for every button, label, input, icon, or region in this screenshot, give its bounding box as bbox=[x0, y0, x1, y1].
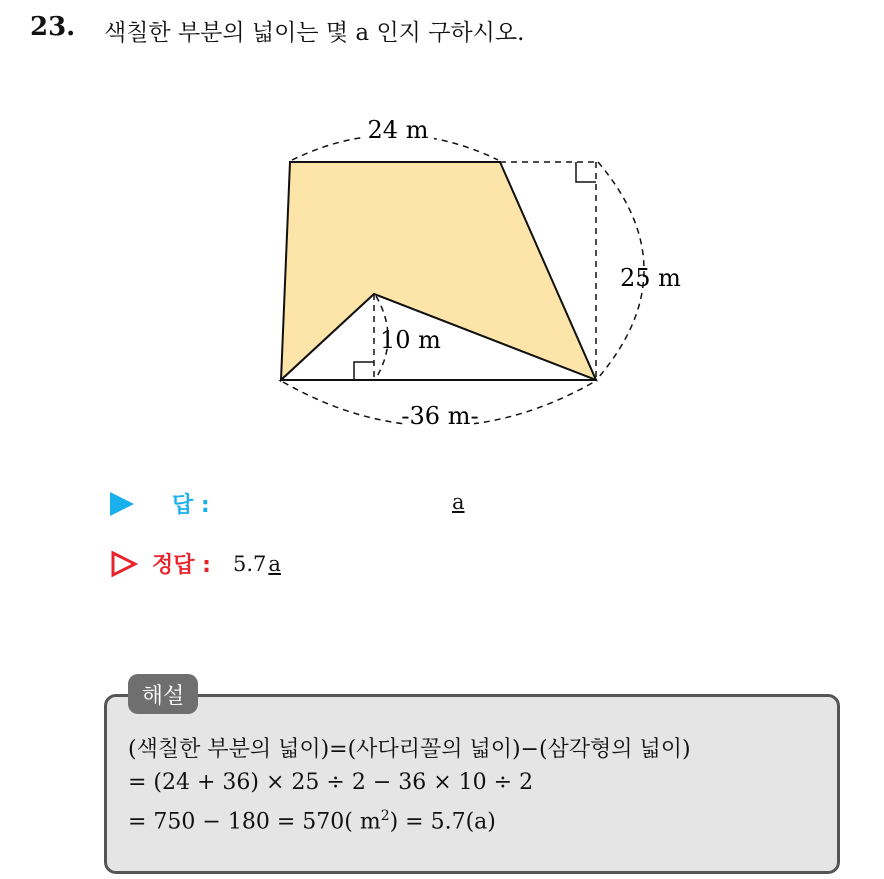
answer-label: 답 : bbox=[172, 493, 210, 518]
correct-answer-value: 5.7 bbox=[232, 551, 267, 576]
solution-line-3-sup: 2 bbox=[380, 808, 390, 824]
right-angle-mark-top bbox=[576, 162, 596, 182]
solution-line-1: (색칠한 부분의 넓이)=(사다리꼴의 넓이)−(삼각형의 넓이) bbox=[128, 737, 691, 762]
correct-answer-row bbox=[110, 548, 281, 579]
answer-row bbox=[110, 488, 210, 519]
answer-unit: a bbox=[452, 490, 465, 514]
outline-triangle-icon bbox=[110, 550, 138, 578]
label-inner: 10 m bbox=[380, 326, 441, 354]
solution-line-3 bbox=[128, 808, 496, 834]
solution-tag: 해설 bbox=[128, 674, 198, 714]
label-top: 24 m bbox=[367, 116, 429, 144]
solution-line-3-post: ) = 5.7(a) bbox=[389, 809, 496, 835]
question-text: 색칠한 부분의 넓이는 몇 a 인지 구하시오. bbox=[104, 20, 525, 46]
play-triangle-icon bbox=[110, 492, 134, 516]
solution-line-3-pre: = 750 − 180 = 570( m bbox=[128, 809, 381, 835]
correct-answer-label: 정답 : bbox=[152, 553, 211, 578]
solution-line-2: = (24 + 36) × 25 ÷ 2 − 36 × 10 ÷ 2 bbox=[128, 770, 534, 795]
correct-answer-unit: a bbox=[268, 551, 281, 576]
question-number: 23. bbox=[30, 12, 76, 42]
label-right: 25 m bbox=[620, 264, 681, 292]
label-bottom: -36 m- bbox=[401, 402, 479, 430]
